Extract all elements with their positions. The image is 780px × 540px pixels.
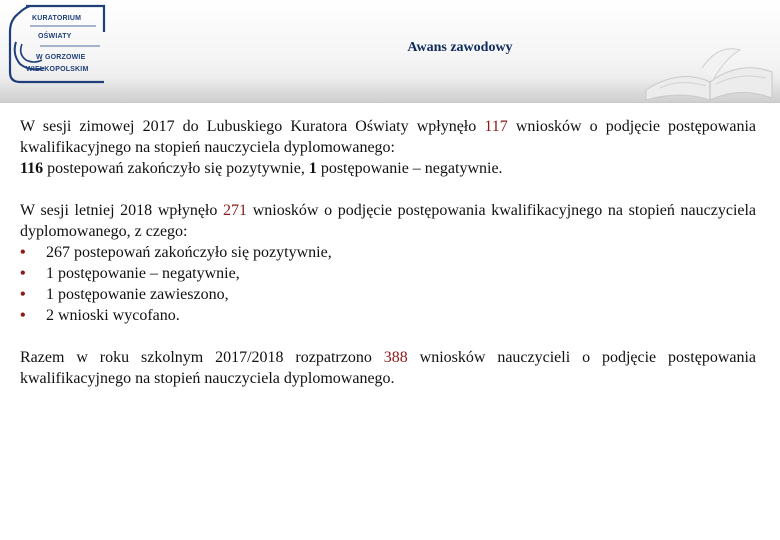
slide-title: Awans zawodowy: [407, 40, 513, 55]
p2-intro: W sesji letniej 2018 wpłynęło: [20, 202, 218, 219]
slide-header: [0, 0, 780, 103]
p3-intro: Razem w roku szkolnym 2017/2018 rozpatrzono: [20, 349, 372, 366]
bullet-icon: •: [20, 265, 26, 282]
p1-negative-text: postępowanie – negatywnie.: [320, 160, 503, 177]
paragraph-summer-session: [20, 200, 756, 242]
slide-content: [20, 116, 756, 389]
book-icon: [640, 38, 776, 102]
list-item-text: 267 postepowań zakończyło się pozytywnie,: [46, 244, 332, 261]
logo-line-2: OŚWIATY: [38, 33, 72, 40]
p1-negative-count: 1: [308, 160, 317, 177]
list-item-text: 1 postępowanie zawieszono,: [46, 286, 229, 303]
p1-rest: wniosków o podjęcie postępowania kwalifikacyjnego na stopień nauczyciela dyplomowanego:: [20, 118, 756, 156]
paragraph-winter-result: [20, 158, 756, 179]
list-item: [20, 263, 756, 284]
logo-line-1: KURATORIUM: [32, 15, 82, 22]
summer-results-list: [20, 242, 756, 326]
paragraph-winter-session: [20, 116, 756, 158]
list-item-text: 1 postępowanie – negatywnie,: [46, 265, 240, 282]
spacer: [20, 179, 756, 200]
p1-positive-count: 116: [20, 160, 44, 177]
list-item: [20, 305, 756, 326]
p3-rest: wniosków nauczycieli o podjęcie postępowania kwalifikacyjnego na stopień nauczyciela dyplomowanego.: [20, 349, 757, 387]
bullet-icon: •: [20, 244, 26, 261]
logo-line-4: WIELKOPOLSKIM: [26, 66, 89, 73]
list-item: [20, 242, 756, 263]
list-item: [20, 284, 756, 305]
bullet-icon: •: [20, 286, 26, 303]
p3-count-388: 388: [383, 349, 408, 366]
p1-count-117: 117: [484, 118, 508, 135]
list-item-text: 2 wnioski wycofano.: [46, 307, 180, 324]
paragraph-total: [20, 347, 756, 389]
logo-line-3: W GORZOWIE: [36, 54, 86, 61]
kuratorium-logo: [4, 2, 112, 88]
p2-count-271: 271: [223, 202, 248, 219]
p1-intro: W sesji zimowej 2017 do Lubuskiego Kuratora Oświaty wpłynęło: [20, 118, 477, 135]
p1-positive-text: postepowań zakończyło się pozytywnie,: [47, 160, 305, 177]
p2-rest: wniosków o podjęcie postępowania kwalifikacyjnego na stopień nauczyciela dyplomowanego, z czego:: [20, 202, 757, 240]
bullet-icon: •: [20, 307, 26, 324]
spacer: [20, 326, 756, 347]
